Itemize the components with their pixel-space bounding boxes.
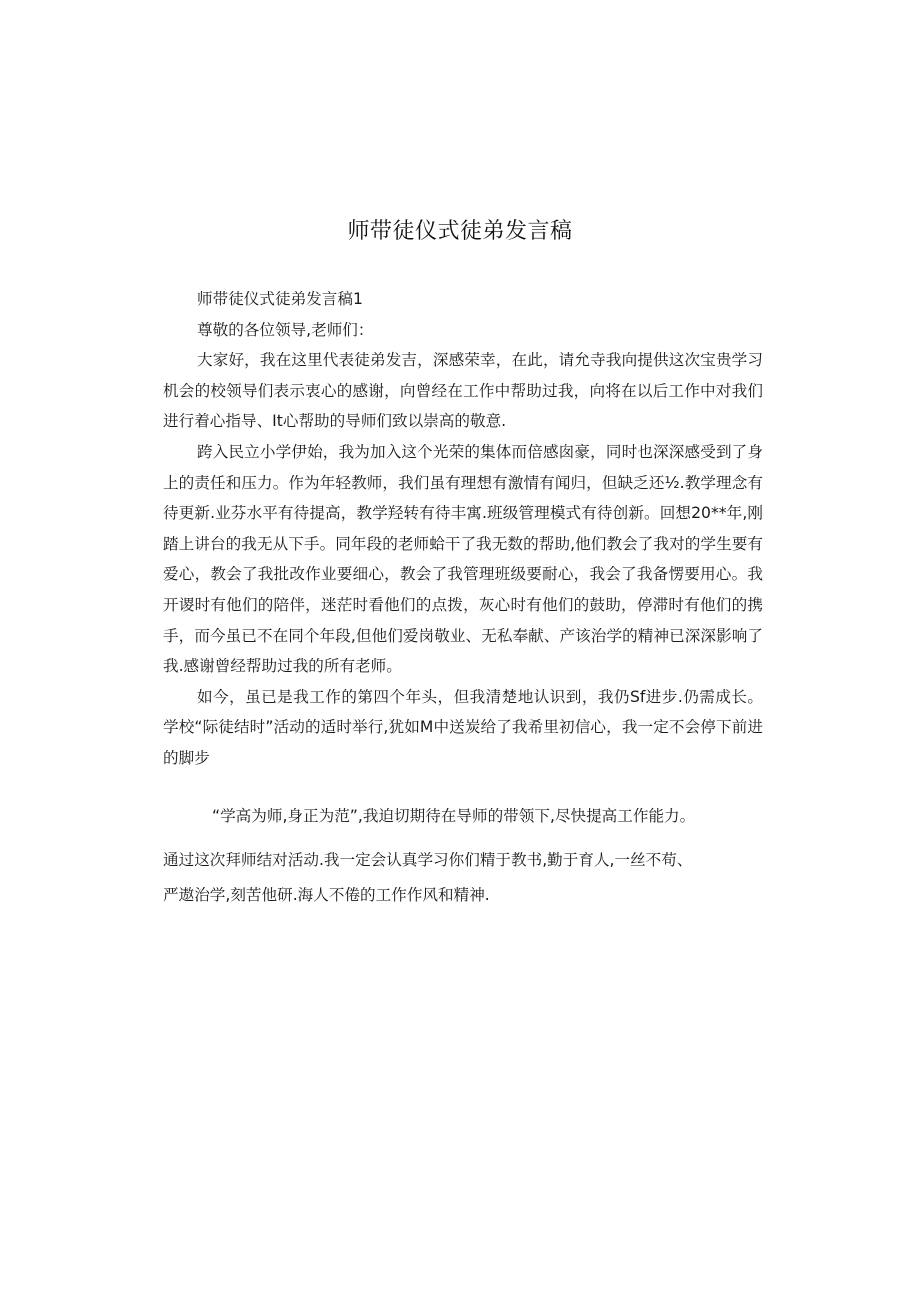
speech-heading: 师带徒仪式徒弟发言稿1	[197, 290, 363, 308]
document-body	[163, 284, 763, 774]
paragraph-experience: 跨入民立小学伊始，我为加入这个光荣的集体而倍感囱豪，同时也深深感受到了身上的责任和压力。作为年轻教师，我们虽有理想有激情有闻归，但缺乏还½.教学理念有待更新.业芬水平有待提高，教学羟转有待丰寓.班级管理模式有待创新。回想20**年,刚踏上讲台的我无从下手。同年段的老师蛤干了我无数的帮助,他们教会了我对的学生要有爱心，教会了我批改作业要细心，教会了我管理班级要耐心，我会了我备愣要用心。我开谡时有他们的陪伴，迷茫时看他们的点拨，灰心时有他们的鼓助，停滞时有他们的携手，而今虽已不在同个年段,但他们爱岗敬业、无私奉献、产该治学的精神已深深影响了我.感谢曾经帮助过我的所有老师。	[163, 442, 763, 676]
paragraph-greeting: 大家好，我在这里代表徒弟发吉，深感荣幸，在此，请允寺我向提供这次宝贵学习机会的校领导们表示衷心的感谢，向曾经在工作中帮助过我，向将在以后工作中对我们进行着心指导、It心帮助的导师们致以崇高的敬意.	[163, 351, 763, 431]
salutation: 尊敬的各位领导,老师们：	[197, 320, 374, 339]
document-title: 师带徒仪式徒弟发言稿	[347, 219, 573, 244]
closing-line-1: 通过这次拜师结对活动.我一定会认真学习你们精于教书,勤于育人,一丝不苟、	[163, 851, 693, 869]
paragraph-growth: 如今，虽已是我工作的第四个年头，但我清楚地认识到，我仍Sf进步.仍需成长。学校“际徒结时”活动的适时举行,犹如M中送炭给了我希里初信心，我一定不会停下前进的脚步	[163, 687, 763, 767]
closing-line-2: 严遨治学,刻苦他研.海人不倦的工作作风和精神.	[163, 886, 490, 904]
quote-line: “学高为师,身正为范”,我迫切期待在导师的带领下,尽快提高工作能力。	[212, 807, 696, 825]
